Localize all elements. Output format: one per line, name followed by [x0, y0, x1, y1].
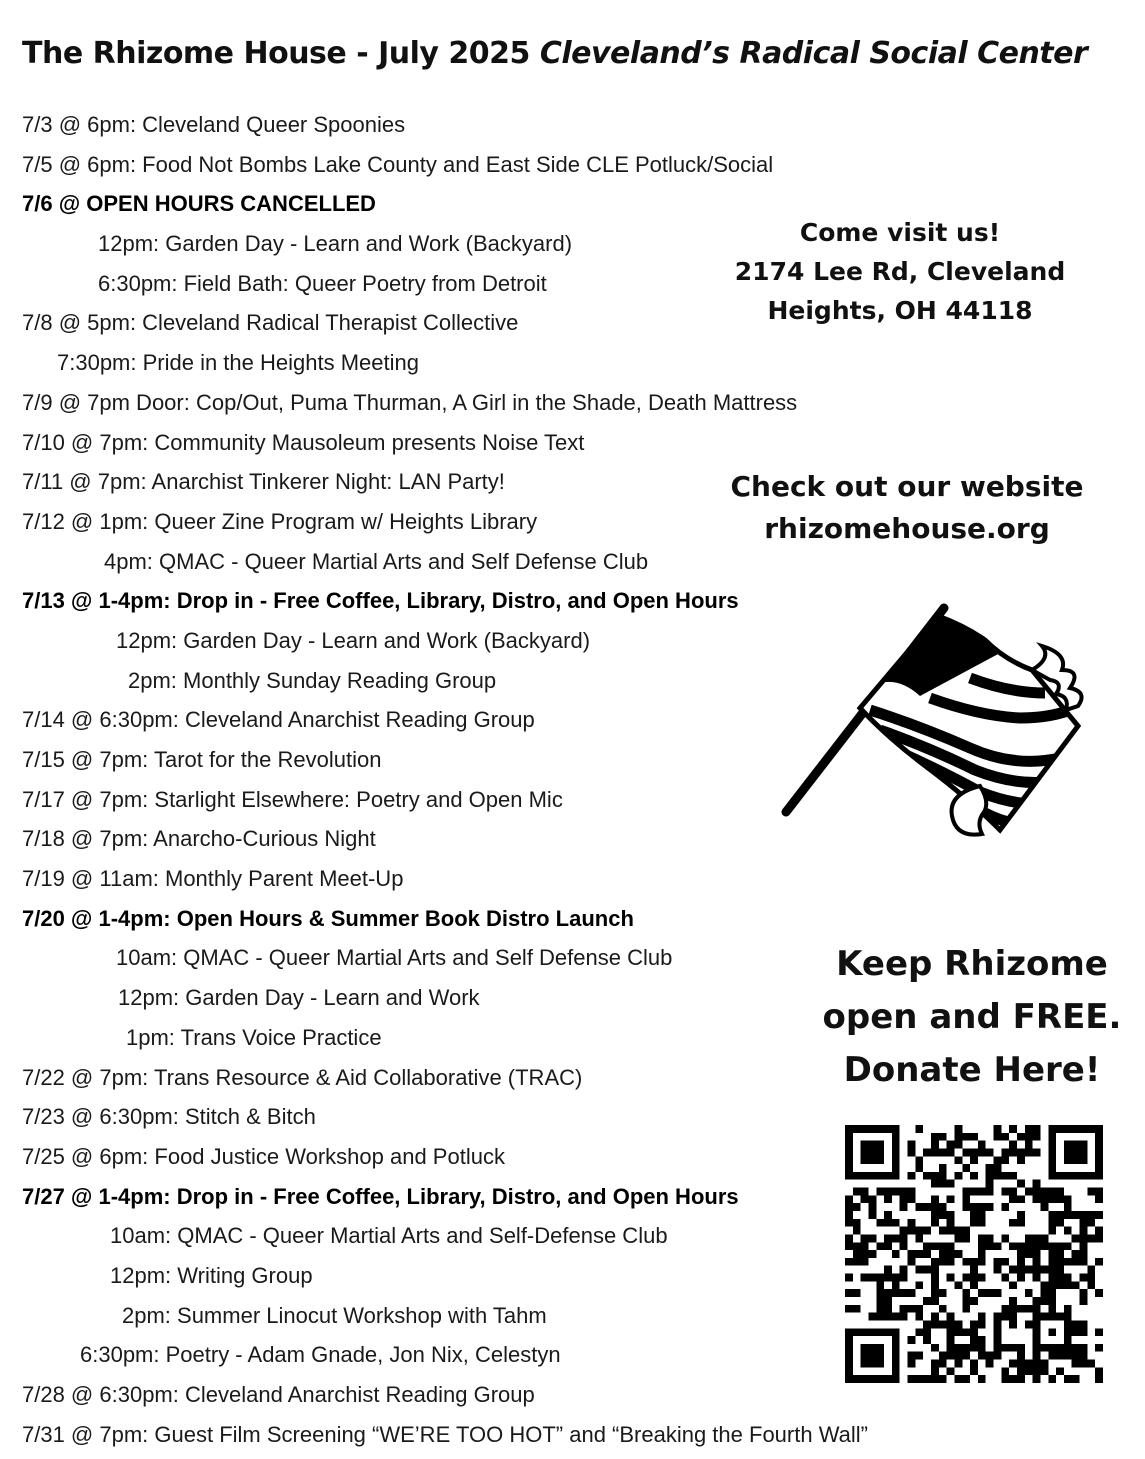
event-item: 7/10 @ 7pm: Community Mausoleum presents Noise Text — [22, 429, 585, 455]
event-item: 1pm: Trans Voice Practice — [126, 1024, 382, 1050]
event-item: 7/17 @ 7pm: Starlight Elsewhere: Poetry and Open Mic — [22, 786, 563, 812]
event-item: 2pm: Summer Linocut Workshop with Tahm — [122, 1302, 547, 1328]
event-item: 7/31 @ 7pm: Guest Film Screening “WE’RE TOO HOT” and “Breaking the Fourth Wall” — [22, 1421, 868, 1447]
donate-line-2: open and FREE. — [822, 997, 1122, 1037]
event-item: 7/13 @ 1-4pm: Drop in - Free Coffee, Library, Distro, and Open Hours — [22, 588, 739, 614]
event-item: 7/23 @ 6:30pm: Stitch & Bitch — [22, 1104, 316, 1130]
visit-heading: Come visit us! — [799, 218, 1001, 247]
event-item: 7/12 @ 1pm: Queer Zine Program w/ Heights Library — [22, 508, 538, 534]
event-item: 7/5 @ 6pm: Food Not Bombs Lake County and East Side CLE Potluck/Social — [22, 151, 774, 177]
address-line-2: Heights, OH 44118 — [767, 296, 1033, 325]
event-item: 7/3 @ 6pm: Cleveland Queer Spoonies — [22, 112, 406, 137]
event-item: 7/6 @ OPEN HOURS CANCELLED — [22, 191, 376, 217]
page-title — [22, 36, 1087, 71]
event-item: 7/18 @ 7pm: Anarcho-Curious Night — [22, 826, 376, 852]
event-item: 7/22 @ 7pm: Trans Resource & Aid Collaborative (TRAC) — [22, 1064, 583, 1090]
event-item: 7/28 @ 6:30pm: Cleveland Anarchist Reading Group — [22, 1382, 535, 1407]
event-item: 2pm: Monthly Sunday Reading Group — [128, 667, 497, 693]
donate-line-3[interactable]: Donate Here! — [843, 1050, 1101, 1090]
website-info — [722, 466, 1092, 550]
visit-info — [730, 213, 1070, 330]
event-item: 7/14 @ 6:30pm: Cleveland Anarchist Reading Group — [22, 707, 535, 733]
event-item: 12pm: Garden Day - Learn and Work (Backyard) — [98, 231, 573, 257]
address-line-1: 2174 Lee Rd, Cleveland — [734, 257, 1066, 286]
event-item: 7/9 @ 7pm Door: Cop/Out, Puma Thurman, A Girl in the Shade, Death Mattress — [22, 389, 798, 415]
event-item: 10am: QMAC - Queer Martial Arts and Self Defense Club — [116, 945, 673, 971]
event-item: 7/25 @ 6pm: Food Justice Workshop and Potluck — [22, 1143, 505, 1169]
event-item: 7/15 @ 7pm: Tarot for the Revolution — [22, 747, 382, 772]
title-main: The Rhizome House - July 2025 — [22, 36, 530, 71]
event-item: 6:30pm: Field Bath: Queer Poetry from Detroit — [98, 270, 547, 296]
event-item: 7/19 @ 11am: Monthly Parent Meet-Up — [22, 866, 404, 892]
burning-flag-icon — [770, 598, 1110, 838]
website-url[interactable]: rhizomehouse.org — [764, 512, 1050, 545]
qr-code-icon[interactable] — [845, 1125, 1103, 1383]
donate-info — [812, 938, 1132, 1097]
event-item: 4pm: QMAC - Queer Martial Arts and Self Defense Club — [104, 548, 649, 574]
event-item: 12pm: Writing Group — [110, 1262, 313, 1288]
event-item: 7/27 @ 1-4pm: Drop in - Free Coffee, Library, Distro, and Open Hours — [22, 1183, 739, 1209]
website-heading: Check out our website — [730, 470, 1084, 503]
event-item: 10am: QMAC - Queer Martial Arts and Self-Defense Club — [110, 1223, 668, 1249]
event-item: 7/20 @ 1-4pm: Open Hours & Summer Book Distro Launch — [22, 905, 634, 931]
event-item: 7/11 @ 7pm: Anarchist Tinkerer Night: LAN Party! — [22, 469, 505, 495]
event-item: 12pm: Garden Day - Learn and Work (Backyard) — [116, 627, 591, 653]
event-item: 7:30pm: Pride in the Heights Meeting — [57, 350, 419, 376]
title-subtitle: Cleveland’s Radical Social Center — [539, 36, 1088, 71]
event-item: 12pm: Garden Day - Learn and Work — [118, 985, 480, 1011]
donate-line-1: Keep Rhizome — [836, 944, 1108, 984]
event-item: 7/8 @ 5pm: Cleveland Radical Therapist Collective — [22, 310, 519, 336]
event-item: 6:30pm: Poetry - Adam Gnade, Jon Nix, Celestyn — [80, 1342, 561, 1368]
